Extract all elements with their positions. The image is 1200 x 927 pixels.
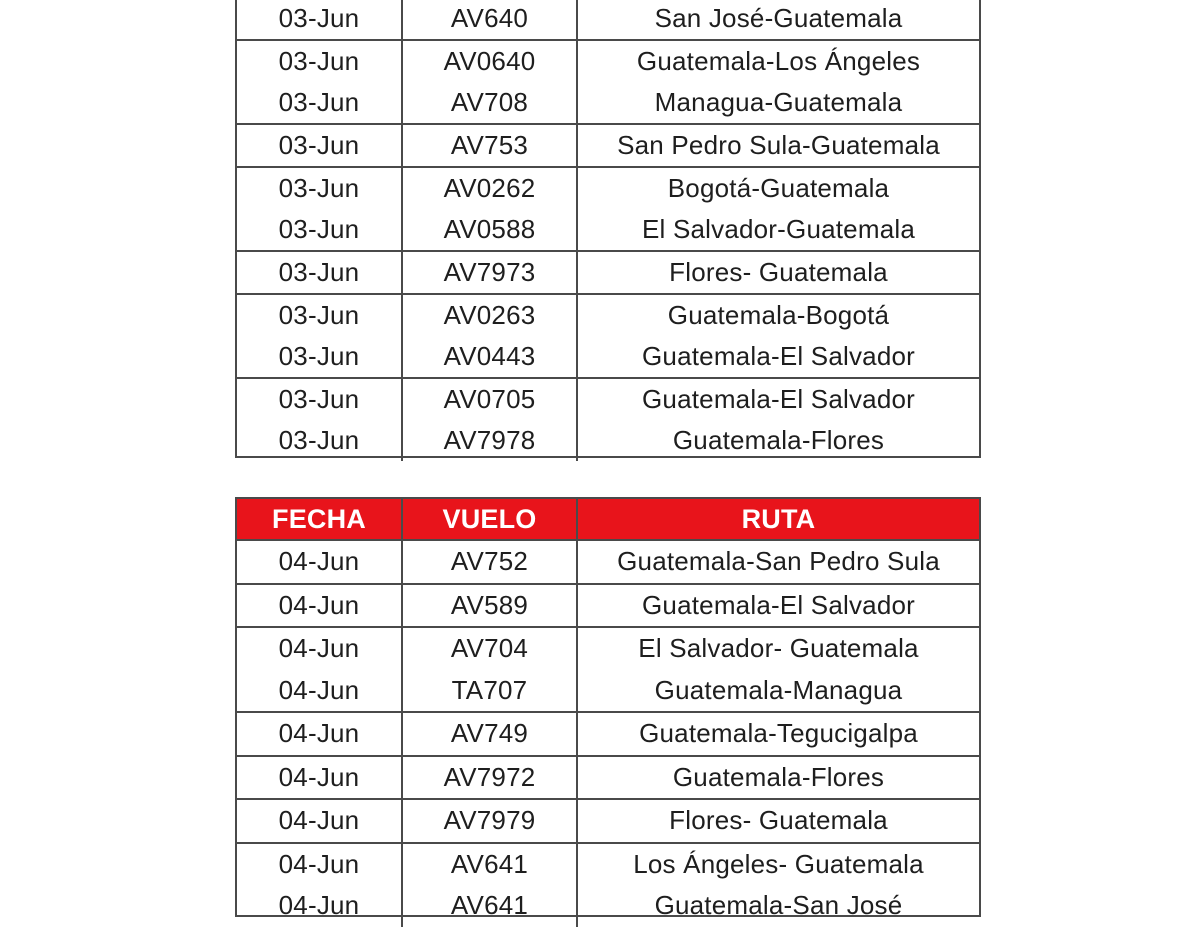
flight-cell: AV641 (403, 885, 578, 927)
row-group (237, 0, 979, 41)
table-row (237, 713, 979, 755)
header-vuelo: VUELO (403, 499, 578, 539)
date-cell: 03-Jun (237, 209, 403, 250)
flight-cell: AV749 (403, 713, 578, 755)
route-cell: Guatemala-San Pedro Sula (617, 546, 940, 577)
row-group (237, 252, 979, 295)
date-cell: 03-Jun (237, 252, 403, 293)
table-row (237, 420, 979, 461)
table-body (237, 541, 979, 927)
flight-cell: AV0443 (403, 336, 578, 377)
route-cell: El Salvador- Guatemala (638, 633, 919, 664)
route-cell: Guatemala-Flores (672, 425, 885, 455)
table-row (237, 800, 979, 842)
date-cell: 04-Jun (237, 670, 403, 712)
table-row (237, 252, 979, 293)
route-cell: Guatemala-San José (654, 890, 903, 921)
table-row (237, 295, 979, 336)
date-cell: 04-Jun (237, 585, 403, 627)
flight-cell: AV641 (403, 844, 578, 886)
route-cell: El Salvador-Guatemala (642, 214, 915, 244)
table-header (237, 499, 979, 541)
table-row (237, 379, 979, 420)
flight-cell: AV0705 (403, 379, 578, 420)
flight-cell: AV708 (403, 82, 578, 123)
flight-cell: AV752 (403, 541, 578, 583)
row-group (237, 757, 979, 801)
date-cell: 03-Jun (237, 125, 403, 166)
flight-cell: AV753 (403, 125, 578, 166)
date-cell: 03-Jun (237, 336, 403, 377)
flight-cell: AV704 (403, 628, 578, 670)
row-group (237, 295, 979, 379)
table-row (237, 125, 979, 166)
table-row (237, 336, 979, 377)
table-row (237, 0, 979, 39)
row-group (237, 585, 979, 629)
date-cell: 04-Jun (237, 541, 403, 583)
route-cell: Guatemala-Flores (672, 761, 885, 792)
flight-cell: AV0262 (403, 168, 578, 209)
route-cell: Guatemala-El Salvador (642, 589, 915, 620)
route-cell: Guatemala-El Salvador (642, 384, 915, 414)
date-cell: 04-Jun (237, 713, 403, 755)
row-group (237, 713, 979, 757)
row-group (237, 125, 979, 168)
flight-cell: AV7979 (403, 800, 578, 842)
flights-table-jun-03 (235, 0, 981, 458)
date-cell: 04-Jun (237, 757, 403, 799)
flight-cell: AV7972 (403, 757, 578, 799)
route-cell: Guatemala-Bogotá (667, 300, 890, 330)
route-cell: Guatemala-El Salvador (642, 341, 915, 371)
row-group (237, 41, 979, 125)
table-row (237, 41, 979, 82)
table-row (237, 628, 979, 670)
flight-cell: AV0640 (403, 41, 578, 82)
flight-cell: AV640 (403, 0, 578, 39)
flight-cell: TA707 (403, 670, 578, 712)
table-row (237, 844, 979, 886)
route-cell: Guatemala-Tegucigalpa (639, 718, 918, 749)
row-group (237, 379, 979, 461)
row-group (237, 168, 979, 252)
date-cell: 04-Jun (237, 800, 403, 842)
table-row (237, 209, 979, 250)
table-row (237, 541, 979, 583)
row-group (237, 541, 979, 585)
date-cell: 03-Jun (237, 420, 403, 461)
route-cell: Flores- Guatemala (669, 257, 888, 287)
date-cell: 03-Jun (237, 41, 403, 82)
date-cell: 03-Jun (237, 168, 403, 209)
route-cell: Los Ángeles- Guatemala (633, 848, 924, 879)
route-cell: Guatemala-Los Ángeles (636, 46, 921, 76)
table-row (237, 885, 979, 927)
route-cell: Guatemala-Managua (654, 674, 903, 705)
date-cell: 04-Jun (237, 885, 403, 927)
row-group (237, 844, 979, 927)
flights-table-jun-04 (235, 497, 981, 921)
row-group (237, 628, 979, 713)
table-body (237, 0, 979, 461)
table-row (237, 670, 979, 712)
date-cell: 03-Jun (237, 379, 403, 420)
flight-cell: AV7978 (403, 420, 578, 461)
row-group (237, 800, 979, 844)
date-cell: 03-Jun (237, 82, 403, 123)
route-cell: San Pedro Sula-Guatemala (617, 130, 940, 160)
table-row (237, 585, 979, 627)
date-cell: 04-Jun (237, 628, 403, 670)
table-row (237, 168, 979, 209)
flight-cell: AV0588 (403, 209, 578, 250)
flight-cell: AV7973 (403, 252, 578, 293)
date-cell: 03-Jun (237, 295, 403, 336)
date-cell: 04-Jun (237, 844, 403, 886)
route-cell: Flores- Guatemala (669, 805, 888, 836)
date-cell: 03-Jun (237, 0, 403, 39)
route-cell: Managua-Guatemala (654, 87, 903, 117)
table-row (237, 757, 979, 799)
flight-cell: AV589 (403, 585, 578, 627)
table-row (237, 82, 979, 123)
route-cell: Bogotá-Guatemala (667, 173, 890, 203)
flight-cell: AV0263 (403, 295, 578, 336)
header-ruta: RUTA (741, 503, 816, 534)
header-fecha: FECHA (237, 499, 403, 539)
route-cell: San José-Guatemala (654, 3, 903, 33)
